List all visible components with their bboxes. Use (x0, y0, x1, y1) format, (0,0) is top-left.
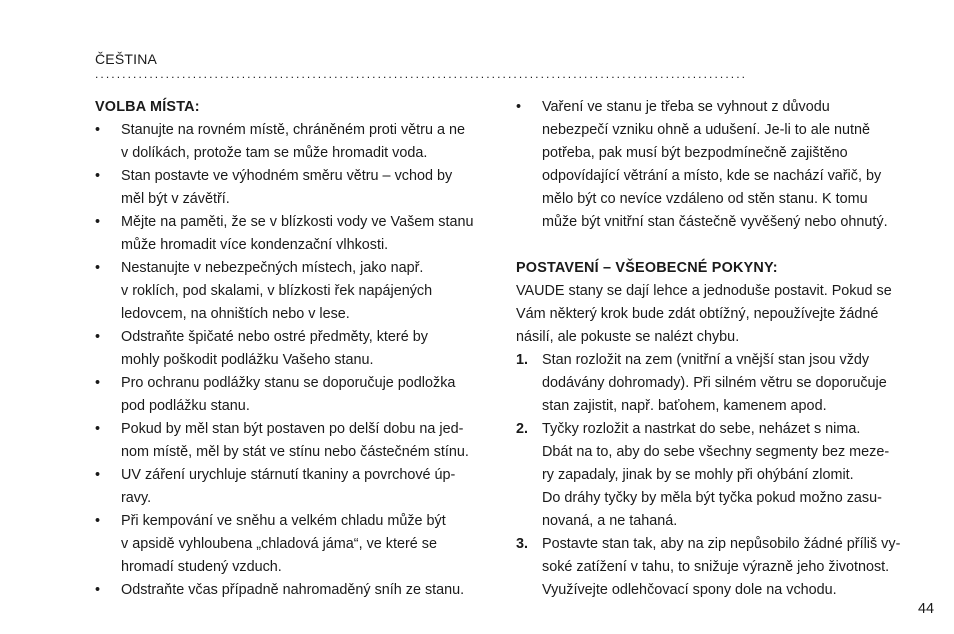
bullet-marker: • (95, 260, 101, 276)
heading-site-selection: VOLBA MÍSTA: (95, 99, 200, 115)
text-line: Nestanujte v nebezpečných místech, jako např. (121, 260, 424, 276)
text-line: Do dráhy tyčky by měla být tyčka pokud možno zasu- (542, 490, 882, 506)
bullet-marker: • (95, 582, 101, 598)
text-line: soké zatížení v tahu, to snižuje výrazně jeho životnost. (542, 559, 890, 575)
bullet-marker: • (95, 421, 101, 437)
list-item (95, 372, 495, 418)
list-item-text (121, 510, 495, 579)
dotted-divider: ........................................................................................................................ (95, 68, 748, 80)
text-line: ry zapadaly, jinak by se mohly při ohýbání zlomit. (542, 467, 854, 483)
list-item (95, 326, 495, 372)
text-line: Odstraňte špičaté nebo ostré předměty, které by (121, 329, 428, 345)
text-line: stan zajistit, např. baťohem, kamenem apod. (542, 398, 827, 414)
section-language-label: ČEŠTINA (95, 51, 158, 67)
text-line: ledovcem, na ohništích nebo v lese. (121, 306, 350, 322)
step-item (516, 418, 916, 533)
text-line: v apsidě vyhloubena „chladová jáma“, ve které se (121, 536, 437, 552)
list-item (95, 510, 495, 579)
text-line: UV záření urychluje stárnutí tkaniny a povrchové úp- (121, 467, 456, 483)
text-line: hromadí studený vzduch. (121, 559, 282, 575)
intro-paragraph (516, 280, 916, 349)
text-line: Dbát na to, aby do sebe všechny segmenty bez meze- (542, 444, 890, 460)
text-line: Vaření ve stanu je třeba se vyhnout z důvodu (542, 99, 830, 115)
text-line: novaná, a ne tahaná. (542, 513, 678, 529)
step-number: 1. (516, 352, 529, 368)
text-line: Tyčky rozložit a nastrkat do sebe, neházet s nima. (542, 421, 861, 437)
cooking-note-list (516, 96, 916, 234)
list-item (95, 579, 495, 602)
text-line: potřeba, pak musí být bezpodmínečně zajištěno (542, 145, 848, 161)
text-line: mohly poškodit podlážku Vašeho stanu. (121, 352, 374, 368)
list-item-text (121, 464, 495, 510)
list-item (95, 211, 495, 257)
list-item (516, 96, 916, 234)
list-item-text (121, 579, 495, 602)
list-item-text (121, 372, 495, 418)
step-item (516, 349, 916, 418)
text-line: Stan rozložit na zem (vnitřní a vnější stan jsou vždy (542, 352, 870, 368)
text-line: měl být v závětří. (121, 191, 230, 207)
step-number: 2. (516, 421, 529, 437)
list-item-text (121, 165, 495, 211)
list-item-text (542, 96, 916, 234)
text-line: Stanujte na rovném místě, chráněném proti větru a ne (121, 122, 465, 138)
text-line: Postavte stan tak, aby na zip nepůsobilo žádné příliš vy- (542, 536, 901, 552)
text-line: pod podlážku stanu. (121, 398, 250, 414)
bullet-marker: • (95, 375, 101, 391)
text-line: odpovídající větrání a místo, kde se nachází vařič, by (542, 168, 882, 184)
list-item-text (121, 211, 495, 257)
text-line: může hromadit více kondenzační vlhkosti. (121, 237, 389, 253)
bullet-marker: • (95, 122, 101, 138)
text-line: mělo být co nevíce vzdáleno od stěn stanu. K tomu (542, 191, 868, 207)
text-line: nebezpečí vzniku ohně a udušení. Je-li to ale nutně (542, 122, 871, 138)
text-line: Mějte na paměti, že se v blízkosti vody ve Vašem stanu (121, 214, 474, 230)
text-line: Využívejte odlehčovací spony dole na vchodu. (542, 582, 837, 598)
bullet-marker: • (516, 99, 522, 115)
list-item (95, 257, 495, 326)
step-item (516, 533, 916, 602)
bullet-marker: • (95, 467, 101, 483)
step-number: 3. (516, 536, 529, 552)
step-text (542, 533, 916, 602)
bullet-marker: • (95, 513, 101, 529)
text-line: může být vnitřní stan částečně vyvěšený nebo ohnutý. (542, 214, 888, 230)
site-selection-list (95, 119, 495, 602)
text-line: násilí, ale pokuste se nalézt chybu. (516, 329, 740, 345)
text-line: Stan postavte ve výhodném směru větru – vchod by (121, 168, 453, 184)
list-item (95, 418, 495, 464)
page-number: 44 (917, 601, 934, 617)
text-line: Vám některý krok bude zdát obtížný, nepoužívejte žádné (516, 306, 879, 322)
text-line: Odstraňte včas případně nahromaděný sníh ze stanu. (121, 582, 465, 598)
list-item (95, 464, 495, 510)
text-line: Pro ochranu podlážky stanu se doporučuje podložka (121, 375, 456, 391)
heading-general-instructions: POSTAVENÍ – VŠEOBECNÉ POKYNY: (516, 260, 778, 276)
text-line: VAUDE stany se dají lehce a jednoduše postavit. Pokud se (516, 283, 892, 299)
setup-steps-list (516, 349, 916, 602)
left-column (95, 96, 495, 602)
right-column (516, 96, 916, 602)
text-line: Pokud by měl stan být postaven po delší dobu na jed- (121, 421, 464, 437)
text-line: v dolíkách, protože tam se může hromadit voda. (121, 145, 428, 161)
list-item-text (121, 418, 495, 464)
step-text (542, 349, 916, 418)
bullet-marker: • (95, 329, 101, 345)
list-item (95, 165, 495, 211)
text-line: dodávány dohromady). Při silném větru se doporučuje (542, 375, 887, 391)
text-line: nom místě, měl by stát ve stínu nebo částečném stínu. (121, 444, 469, 460)
text-line: Při kempování ve sněhu a velkém chladu může být (121, 513, 446, 529)
list-item-text (121, 257, 495, 326)
bullet-marker: • (95, 214, 101, 230)
list-item-text (121, 119, 495, 165)
step-text (542, 418, 916, 533)
text-line: v roklích, pod skalami, v blízkosti řek napájených (121, 283, 433, 299)
bullet-marker: • (95, 168, 101, 184)
list-item (95, 119, 495, 165)
list-item-text (121, 326, 495, 372)
text-line: ravy. (121, 490, 152, 506)
